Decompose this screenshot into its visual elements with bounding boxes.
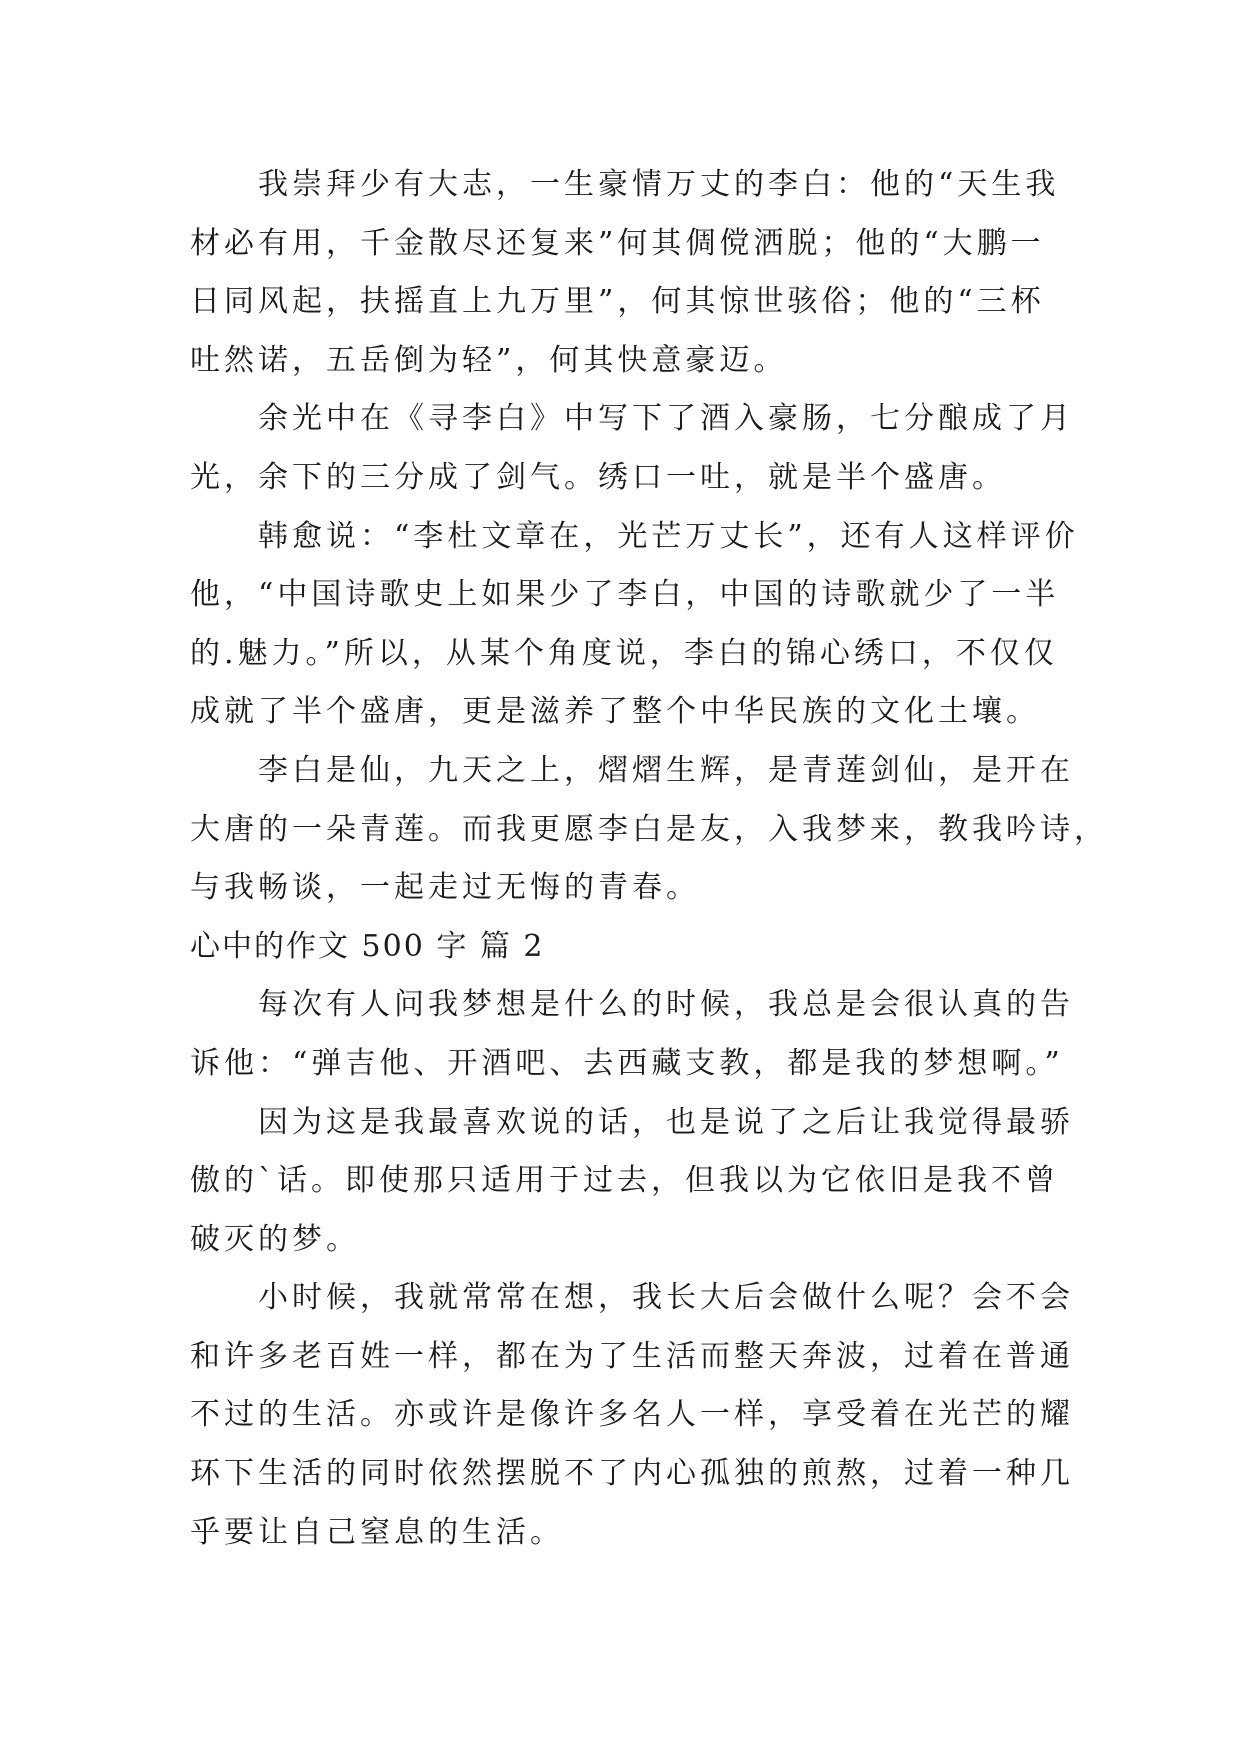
section-heading: 心中的作文 500 字 篇 2 — [190, 928, 545, 964]
paragraph — [190, 508, 1079, 742]
paragraph — [190, 1094, 1074, 1270]
text-line: 与我畅谈，一起走过无悔的青春。 — [190, 870, 700, 906]
text-line: 环下生活的同时依然摆脱不了内心孤独的煎熬，过着一种几 — [190, 1456, 1074, 1492]
text-line: 小时候，我就常常在想，我长大后会做什么呢？会不会 — [258, 1280, 1074, 1316]
text-line: 我崇拜少有大志，一生豪情万丈的李白：他的“天生我 — [258, 167, 1060, 202]
text-line: 成就了半个盛唐，更是滋养了整个中华民族的文化土壤。 — [190, 694, 1040, 730]
text-line: 乎要让自己窒息的生活。 — [190, 1514, 564, 1550]
text-line: 吐然诺，五岳倒为轻”，何其快意豪迈。 — [190, 342, 788, 378]
text-line: 日同风起，扶摇直上九万里”，何其惊世骇俗；他的“三杯 — [190, 284, 1045, 320]
text-line: 他，“中国诗歌史上如果少了李白，中国的诗歌就少了一半 — [190, 577, 1060, 613]
text-line: 材必有用，千金散尽还复来”何其倜傥洒脱；他的“大鹏一 — [190, 225, 1045, 261]
text-line: 余光中在《寻李白》中写下了酒入豪肠，七分酿成了月 — [258, 401, 1074, 437]
text-line: 傲的`话。即使那只适用于过去，但我以为它依旧是我不曾 — [190, 1163, 1059, 1199]
text-line: 因为这是我最喜欢说的话，也是说了之后让我觉得最骄 — [258, 1104, 1074, 1140]
text-line: 诉他：“弹吉他、开酒吧、去西藏支教，都是我的梦想啊。” — [190, 1045, 1064, 1081]
paragraph — [190, 1269, 1074, 1562]
text-line: 和许多老百姓一样，都在为了生活而整天奔波，过着在普通 — [190, 1338, 1074, 1374]
text-line: 不过的生活。亦或许是像许多名人一样，享受着在光芒的耀 — [190, 1397, 1074, 1433]
text-line: 大唐的一朵青莲。而我更愿李白是友，入我梦来，教我吟诗， — [190, 811, 1108, 847]
document-body — [190, 156, 1108, 1562]
text-line: 李白是仙，九天之上，熠熠生辉，是青莲剑仙，是开在 — [258, 752, 1074, 788]
paragraph — [190, 742, 1108, 918]
text-line: 破灭的梦。 — [190, 1221, 360, 1257]
text-line: 的.魅力。”所以，从某个角度说，李白的锦心绣口，不仅仅 — [190, 635, 1058, 671]
text-line: 光，余下的三分成了剑气。绣口一吐，就是半个盛唐。 — [190, 459, 1006, 495]
text-line: 韩愈说：“李杜文章在，光芒万丈长”，还有人这样评价 — [258, 518, 1079, 554]
paragraph — [190, 976, 1074, 1093]
paragraph — [190, 156, 1060, 390]
text-line: 每次有人问我梦想是什么的时候，我总是会很认真的告 — [258, 987, 1074, 1023]
paragraph — [190, 390, 1074, 507]
